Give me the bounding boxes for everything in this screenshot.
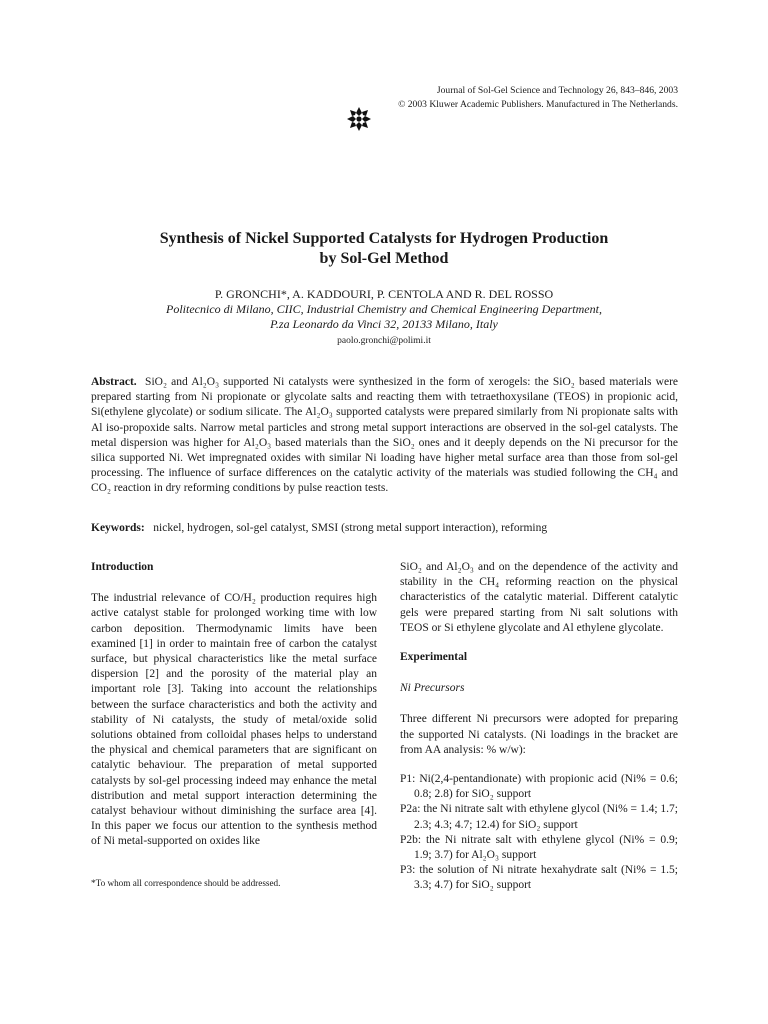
copyright-line: © 2003 Kluwer Academic Publishers. Manufactured in The Netherlands. bbox=[398, 98, 678, 110]
affiliation-line-2: P.za Leonardo da Vinci 32, 20133 Milano, Italy bbox=[270, 317, 498, 331]
keywords bbox=[91, 521, 678, 536]
list-item: P2a: the Ni nitrate salt with ethylene glycol (Ni% = 1.4; 1.7; 2.3; 4.3; 4.7; 12.4) for SiO₂ support bbox=[400, 803, 678, 831]
journal-header bbox=[346, 84, 678, 138]
footnote: *To whom all correspondence should be addressed. bbox=[91, 878, 281, 888]
list-item: P3: the solution of Ni nitrate hexahydrate salt (Ni% = 1.5; 3.3; 4.7) for SiO₂ support bbox=[400, 864, 678, 892]
keywords-text: nickel, hydrogen, sol-gel catalyst, SMSI (strong metal support interaction), reforming bbox=[153, 522, 548, 534]
right-column bbox=[400, 560, 678, 894]
title-line-1: Synthesis of Nickel Supported Catalysts for Hydrogen Production bbox=[159, 230, 609, 247]
introduction-text: The industrial relevance of CO/H₂ production requires high active catalyst stable for prolonged working time with low carbon deposition. Thermodynamic limits have been examined [1] in order to maintain free of carbon the catalyst surface, but physical characteristics like the metal surface dispersion [2] and the porosity of the material play an important role [3]. Taking into account the relationships between the surface characteristics and both the activity and stability of Ni catalysts, the study of metal/oxide solid solutions obtained from colloidal phases helps to understand the physical and chemical parameters that are significant on catalytic behaviour. The preparation of metal supported catalysts by sol-gel processing indeed may enhance the metal distribution and metal support interaction determining the catalyst behaviour without diminishing the surface area [4]. In this paper we focus our attention to the synthesis method of Ni metal-supported on oxides like bbox=[91, 592, 377, 848]
precursor-list bbox=[400, 772, 678, 894]
experimental-heading: Experimental bbox=[400, 651, 468, 664]
title-line-2: by Sol-Gel Method bbox=[319, 249, 449, 267]
left-column bbox=[91, 560, 377, 864]
ni-precursors-heading: Ni Precursors bbox=[400, 682, 465, 695]
introduction-heading: Introduction bbox=[91, 561, 154, 573]
author-email[interactable]: paolo.gronchi@polimi.it bbox=[337, 336, 431, 346]
introduction-continuation: SiO₂ and Al₂O₃ and on the dependence of the activity and stability in the CH₄ reforming reaction on the physical characteristics of the catalytic material. Different catalytic gels were prepared starting from Ni salt solutions with TEOS or Si ethylene glycolate and Al ethylene glycolate. bbox=[400, 561, 678, 634]
paper-title bbox=[0, 229, 768, 268]
abstract-text: SiO₂ and Al₂O₃ supported Ni catalysts were synthesized in the form of xerogels: the SiO₂ based materials were prepared starting from Ni propionate or glycolate salts and reacting them with tetraethoxysilane (TEOS) in propionic acid, Si(ethylene glycolate) or sodium silicate. The Al₂O₃ supported catalysts were prepared similarly from Ni propionate salts with Al iso-propoxide salts. Narrow metal particles and strong metal support interactions are observed in the sol-gel catalysts. The metal dispersion was higher for Al₂O₃ based materials than the SiO₂ ones and it deeply depends on the Ni precursor for the silica supported Ni. Wet impregnated oxides with similar Ni loading have higher metal surface area than those from sol-gel processing. The influence of surface differences on the catalytic activity of the materials was studied following the CH₄ and CO₂ reaction in dry reforming conditions by pulse reaction tests. bbox=[91, 376, 679, 495]
abstract bbox=[91, 375, 678, 497]
precursors-intro: Three different Ni precursors were adopted for preparing the supported Ni catalysts. (Ni loadings in the bracket are from AA analysis: % w/w): bbox=[400, 713, 678, 756]
publisher-logo-icon bbox=[346, 106, 372, 132]
author-names: P. GRONCHI*, A. KADDOURI, P. CENTOLA AND R. DEL ROSSO bbox=[214, 287, 554, 301]
keywords-label: Keywords: bbox=[91, 522, 145, 534]
list-item: P2b: the Ni nitrate salt with ethylene glycol (Ni% = 0.9; 1.9; 3.7) for Al₂O₃ support bbox=[400, 833, 678, 862]
journal-citation: Journal of Sol-Gel Science and Technology 26, 843–846, 2003 bbox=[436, 85, 678, 96]
affiliation-line-1: Politecnico di Milano, CIIC, Industrial Chemistry and Chemical Engineering Department, bbox=[166, 302, 602, 316]
list-item: P1: Ni(2,4-pentandionate) with propionic acid (Ni% = 0.6; 0.8; 2.8) for SiO₂ support bbox=[400, 773, 678, 801]
abstract-label: Abstract. bbox=[91, 376, 137, 388]
author-block bbox=[0, 287, 768, 348]
